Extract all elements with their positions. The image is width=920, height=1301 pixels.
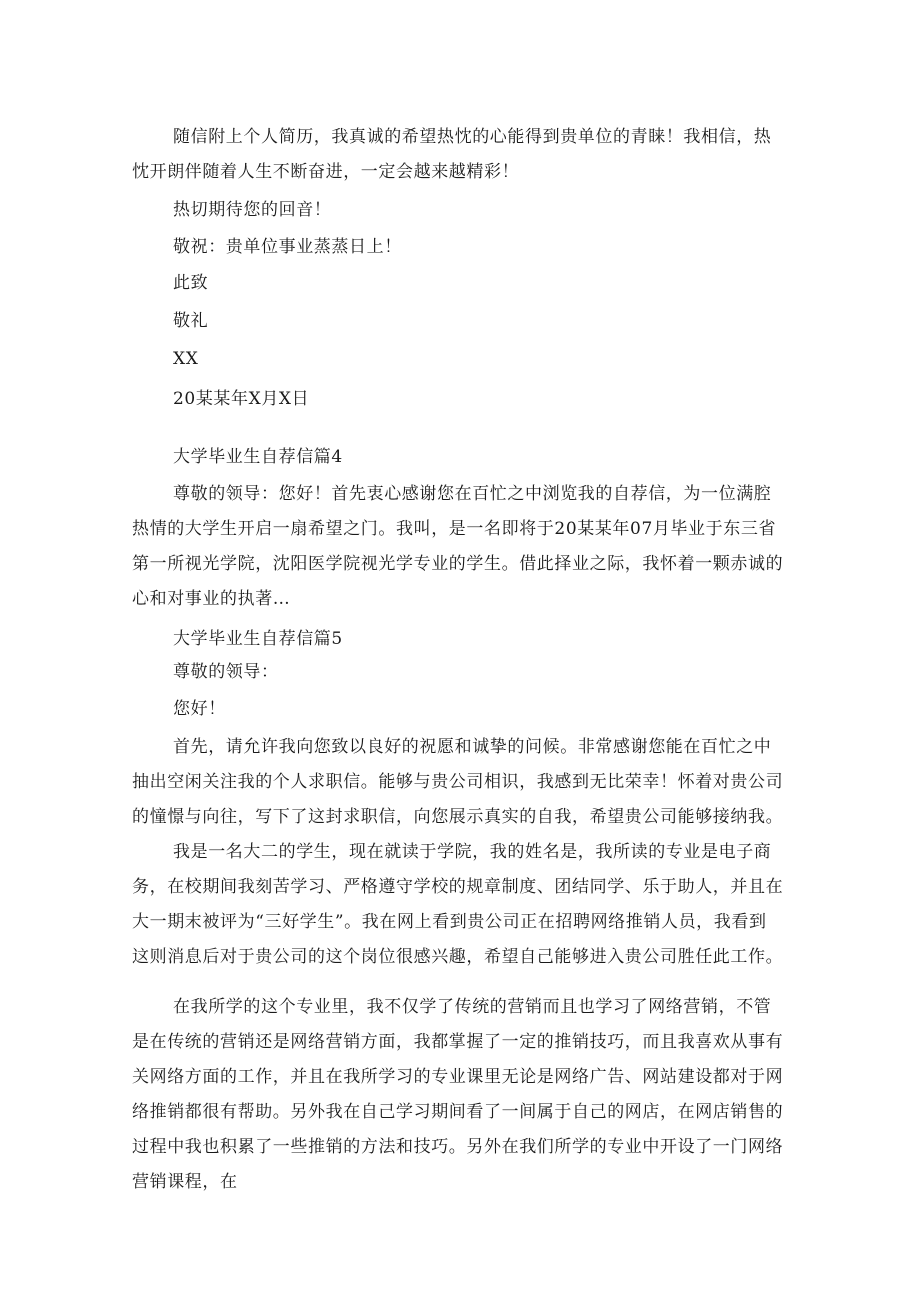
signature-name: XX [173, 349, 199, 369]
paragraph-greeting: 您好！ [173, 699, 226, 719]
paragraph-await-reply: 热切期待您的回音！ [173, 200, 332, 220]
signature-date: 20某某年X月X日 [173, 389, 310, 409]
section-heading-4: 大学毕业生自荐信篇4 [173, 447, 343, 467]
closing-jingli: 敬礼 [173, 311, 209, 331]
paragraph-letter-4: 尊敬的领导：您好！首先衷心感谢您在百忙之中浏览我的自荐信，为一位满腔热情的大学生开启一扇希望之门。我叫，是一名即将于20某某年07月毕业于东三省第一所视光学院，沈阳医学院视光学专业的学生。借此择业之际，我怀着一颗赤诚的心和对事业的执著… [132, 484, 784, 609]
paragraph-resume-attached: 随信附上个人简历，我真诚的希望热忱的心能得到贵单位的青睐！我相信，热忱开朗伴随着人生不断奋进，一定会越来越精彩！ [132, 127, 772, 182]
paragraph-blessing: 敬祝：贵单位事业蒸蒸日上！ [173, 237, 402, 257]
paragraph-salutation: 尊敬的领导： [173, 662, 279, 682]
paragraph-major: 在我所学的这个专业里，我不仅学了传统的营销而且也学习了网络营销，不管是在传统的营销还是网络营销方面，我都掌握了一定的推销技巧，而且我喜欢从事有关网络方面的工作，并且在我所学习的专业课里无论是网络广告、网站建设都对于网络推销都很有帮助。另外我在自己学习期间看了一间属于自己的网店，在网店销售的过程中我也积累了一些推销的方法和技巧。另外在我们所学的专业中开设了一门网络营销课程，在 [132, 997, 784, 1192]
paragraph-introduction: 首先，请允许我向您致以良好的祝愿和诚挚的问候。非常感谢您能在百忙之中抽出空闲关注我的个人求职信。能够与贵公司相识，我感到无比荣幸！怀着对贵公司的憧憬与向往，写下了这封求职信，向您展示真实的自我，希望贵公司能够接纳我。 [132, 737, 784, 827]
section-heading-5: 大学毕业生自荐信篇5 [173, 629, 343, 649]
closing-cizhi: 此致 [173, 273, 209, 293]
paragraph-about-me: 我是一名大二的学生，现在就读于学院，我的姓名是，我所读的专业是电子商务，在校期间我刻苦学习、严格遵守学校的规章制度、团结同学、乐于助人，并且在大一期末被评为“三好学生”。我在网上看到贵公司正在招聘网络推销人员，我看到这则消息后对于贵公司的这个岗位很感兴趣，希望自己能够进入贵公司胜任此工作。 [132, 842, 784, 967]
